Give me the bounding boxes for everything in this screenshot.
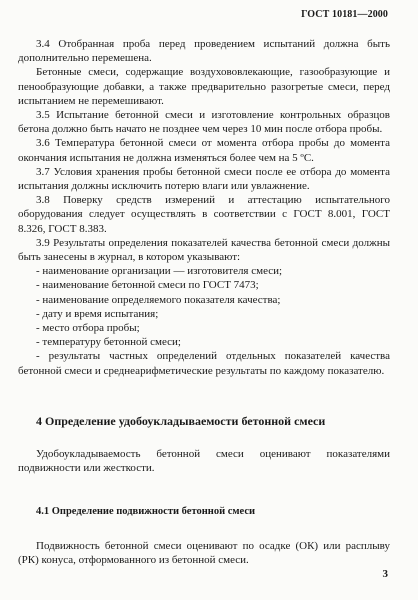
paragraph-3-5: 3.5 Испытание бетонной смеси и изготовление контрольных образцов бетона должно быть начато не позднее чем через 10 мин после отбора пробы.	[18, 109, 390, 136]
section-4-text: Удобоукладываемость бетонной смеси оценивают показателями подвижности или жесткости.	[18, 447, 390, 475]
list-item: - место отбора пробы;	[36, 322, 140, 335]
list-item: - дату и время испытания;	[36, 307, 159, 320]
page-number: 3	[382, 568, 388, 580]
page-header: ГОСТ 10181—2000	[301, 9, 388, 20]
section-4-1-heading: 4.1 Определение подвижности бетонной смеси	[36, 506, 256, 518]
list-item: - температуру бетонной смеси;	[36, 336, 181, 349]
paragraph-3-9: 3.9 Результаты определения показателей качества бетонной смеси должны быть занесены в журнал, в котором указывают:	[18, 236, 390, 264]
list-item: - наименование организации — изготовителя смеси;	[36, 265, 283, 278]
paragraph-3-8: 3.8 Поверку средств измерений и аттестацию испытательного оборудования следует осуществлять в соответствии с ГОСТ 8.001, ГОСТ 8.326, ГОСТ 8.383.	[18, 194, 390, 235]
list-item: - наименование определяемого показателя качества;	[36, 293, 281, 306]
page-content	[18, 37, 390, 568]
paragraph-3-6: 3.6 Температура бетонной смеси от момента отбора пробы до момента окончания испытания не должна изменяться более чем на 5 ºС.	[18, 137, 390, 164]
list-item: - результаты частных определений отдельных показателей качества бетонной смеси и среднеарифметические результаты по каждому показателю.	[18, 350, 390, 377]
section-4-1-text: Подвижность бетонной смеси оценивают по осадке (ОК) или расплыву (РК) конуса, отформованного из бетонной смеси.	[18, 540, 390, 567]
list-item: - наименование бетонной смеси по ГОСТ 7473;	[36, 279, 259, 292]
paragraph-3-4: 3.4 Отобранная проба перед проведением испытаний должна быть дополнительно перемешена.	[18, 38, 390, 65]
section-4-heading: 4 Определение удобоукладываемости бетонной смеси	[36, 413, 326, 428]
paragraph-3-7: 3.7 Условия хранения пробы бетонной смеси после ее отбора до момента испытания должны исключить потерю влаги или увлажнение.	[18, 165, 390, 193]
paragraph-mixes-note: Бетонные смеси, содержащие воздухововлекающие, газообразующие и пенообразующие добавки, а также предварительно разогретые смеси, перед испытанием не перемешивают.	[18, 66, 390, 107]
